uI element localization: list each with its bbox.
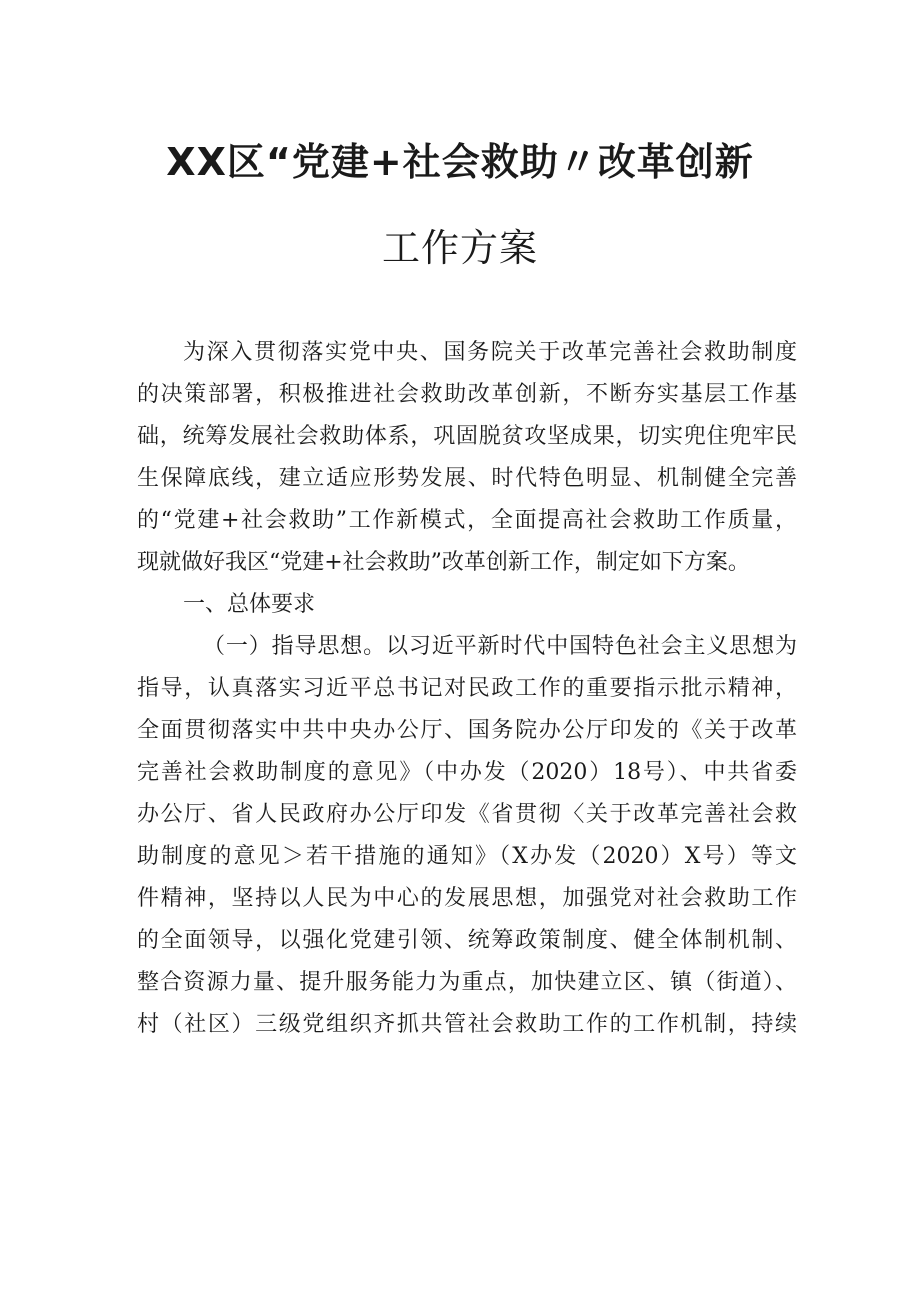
paragraph-line: 生保障底线，建立适应形势发展、时代特色明显、机制健全完善 [137, 466, 797, 491]
paragraph-line: 为深入贯彻落实党中央、国务院关于改革完善社会救助制度 [183, 340, 797, 365]
paragraph-line: 的全面领导，以强化党建引领、统筹政策制度、健全体制机制、 [137, 928, 797, 953]
document-title-line-1: XX区“党建+社会救助〃改革创新 [166, 140, 754, 184]
paragraph-line: 助制度的意见＞若干措施的通知》（X办发（2020）X号）等文 [137, 844, 797, 869]
paragraph-line: 全面贯彻落实中共中央办公厅、国务院办公厅印发的《关于改革 [137, 718, 797, 743]
intro-paragraph [137, 332, 797, 584]
paragraph-line: （一）指导思想。以习近平新时代中国特色社会主义思想为 [203, 634, 797, 659]
paragraph-line: 现就做好我区“党建+社会救助”改革创新工作，制定如下方案。 [137, 550, 750, 575]
paragraph-line: 件精神，坚持以人民为中心的发展思想，加强党对社会救助工作 [137, 886, 797, 911]
paragraph-line: 村（社区）三级党组织齐抓共管社会救助工作的工作机制，持续 [137, 1012, 797, 1037]
paragraph-line: 办公厅、省人民政府办公厅印发《省贯彻〈关于改革完善社会救 [137, 802, 797, 827]
paragraph-line: 的“党建+社会救助”工作新模式，全面提高社会救助工作质量， [137, 508, 797, 533]
paragraph-line: 指导，认真落实习近平总书记对民政工作的重要指示批示精神， [137, 676, 797, 701]
paragraph-line: 础，统筹发展社会救助体系，巩固脱贫攻坚成果，切实兜住兜牢民 [137, 424, 797, 449]
paragraph-line: 完善社会救助制度的意见》（中办发（2020）18号）、中共省委 [137, 760, 797, 785]
document-title-line-2: 工作方案 [381, 226, 538, 270]
guiding-ideology-paragraph [137, 626, 797, 1046]
paragraph-line: 整合资源力量、提升服务能力为重点，加快建立区、镇（街道）、 [137, 970, 797, 995]
section-heading: 一、总体要求 [183, 592, 316, 617]
paragraph-line: 的决策部署，积极推进社会救助改革创新，不断夯实基层工作基 [137, 382, 797, 407]
document-body [137, 332, 797, 1046]
